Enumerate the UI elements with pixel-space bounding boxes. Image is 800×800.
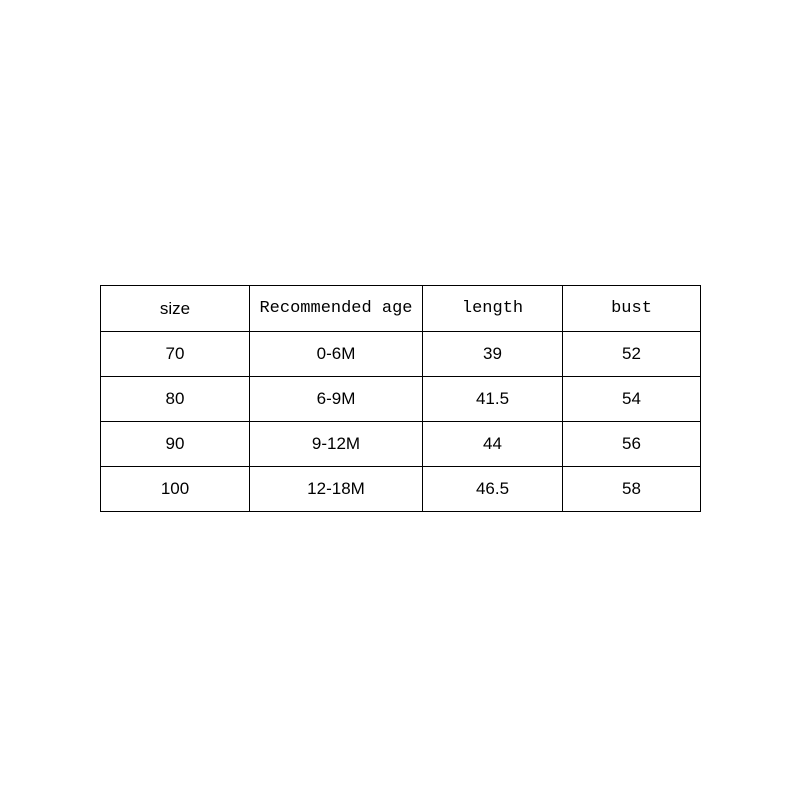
- table-row: [101, 467, 701, 512]
- cell-size: 70: [101, 332, 250, 377]
- cell-size: 80: [101, 377, 250, 422]
- cell-length: 44: [423, 422, 563, 467]
- header-size: size: [101, 286, 250, 332]
- table-row: [101, 377, 701, 422]
- header-length: length: [423, 286, 563, 332]
- size-chart-table: [100, 285, 701, 512]
- table-row: [101, 422, 701, 467]
- cell-recommended-age: 6-9M: [250, 377, 423, 422]
- cell-bust: 54: [563, 377, 701, 422]
- header-bust: bust: [563, 286, 701, 332]
- cell-bust: 52: [563, 332, 701, 377]
- cell-length: 39: [423, 332, 563, 377]
- cell-length: 41.5: [423, 377, 563, 422]
- cell-recommended-age: 0-6M: [250, 332, 423, 377]
- cell-bust: 56: [563, 422, 701, 467]
- table-row: [101, 332, 701, 377]
- cell-bust: 58: [563, 467, 701, 512]
- cell-length: 46.5: [423, 467, 563, 512]
- cell-size: 100: [101, 467, 250, 512]
- header-recommended-age: Recommended age: [250, 286, 423, 332]
- cell-recommended-age: 12-18M: [250, 467, 423, 512]
- table-header-row: [101, 286, 701, 332]
- cell-recommended-age: 9-12M: [250, 422, 423, 467]
- cell-size: 90: [101, 422, 250, 467]
